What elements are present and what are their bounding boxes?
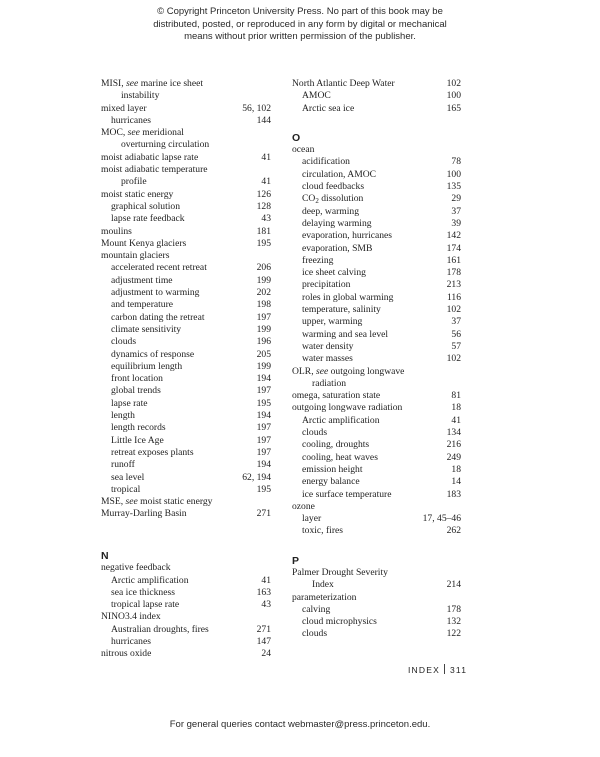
- index-page-refs: 81: [451, 390, 461, 402]
- index-term: calving: [302, 603, 331, 615]
- index-entry: [101, 152, 271, 164]
- index-term: temperature, salinity: [302, 304, 381, 316]
- index-term-subscript: 2: [315, 197, 319, 206]
- index-entry: [101, 250, 271, 262]
- index-page-refs: 194: [256, 459, 271, 471]
- index-subentry: [101, 422, 271, 434]
- index-page-refs: 181: [256, 225, 271, 237]
- index-page-refs: 102: [446, 78, 461, 89]
- index-term: accelerated recent retreat: [111, 262, 207, 274]
- index-subentry: [292, 193, 461, 205]
- index-subentry: [292, 279, 461, 291]
- index-term: cooling, heat waves: [302, 451, 378, 463]
- index-subentry: [292, 616, 461, 628]
- index-page-refs: 18: [451, 402, 461, 414]
- index-term: negative feedback: [101, 562, 171, 574]
- index-subentry: [292, 243, 461, 255]
- index-entry-continuation: [101, 176, 271, 188]
- index-entry: [101, 164, 271, 176]
- index-subentry: [101, 410, 271, 422]
- index-letter-heading: [292, 550, 461, 567]
- index-term: ozone: [292, 500, 315, 512]
- index-spacer: [101, 533, 271, 545]
- index-subentry: [292, 452, 461, 464]
- index-term: runoff: [111, 459, 135, 471]
- index-page-refs: 195: [256, 237, 271, 249]
- index-entry: [292, 567, 461, 579]
- contact-note: For general queries contact webmaster@press.princeton.edu.: [169, 719, 431, 730]
- index-term: Mount Kenya glaciers: [101, 237, 187, 249]
- index-page-refs: 24: [261, 648, 271, 660]
- index-term: moist adiabatic lapse rate: [101, 151, 199, 163]
- index-page-refs: 197: [256, 434, 271, 446]
- index-subentry: [292, 604, 461, 616]
- index-page-refs: 249: [446, 451, 461, 463]
- index-term: MISI, see marine ice sheet: [101, 78, 204, 89]
- index-page-refs: 199: [256, 323, 271, 335]
- index-subentry: [292, 513, 461, 525]
- index-term: moulins: [101, 225, 132, 237]
- index-term: parameterization: [292, 591, 357, 603]
- index-term: P: [292, 554, 300, 567]
- footer-divider: [444, 664, 445, 674]
- index-subentry: [101, 636, 271, 648]
- index-subentry: [292, 267, 461, 279]
- index-term: sea ice thickness: [111, 586, 175, 598]
- index-entry: [101, 648, 271, 660]
- index-subentry: [101, 115, 271, 127]
- index-entry: [292, 390, 461, 402]
- index-subentry: [101, 262, 271, 274]
- index-subentry: [292, 628, 461, 640]
- index-letter-heading: [101, 545, 271, 562]
- index-subentry: [292, 218, 461, 230]
- index-subentry: [292, 181, 461, 193]
- index-column-left: [101, 78, 271, 661]
- index-page-refs: 122: [446, 628, 461, 640]
- index-page-refs: 195: [256, 397, 271, 409]
- index-entry: [101, 508, 271, 520]
- index-page-refs: 57: [451, 340, 461, 352]
- index-subentry: [101, 398, 271, 410]
- index-term: tropical: [111, 483, 141, 495]
- index-term: MOC, see meridional: [101, 127, 184, 139]
- index-subentry: [292, 427, 461, 439]
- index-term: graphical solution: [111, 200, 181, 212]
- index-page-refs: 142: [446, 230, 461, 242]
- copyright-line-1: © Copyright Princeton University Press. No part of this book may be: [157, 6, 443, 17]
- index-term: deep, warming: [302, 205, 360, 217]
- index-subentry: [101, 599, 271, 611]
- index-term: tropical lapse rate: [111, 599, 180, 611]
- index-page-refs: 41: [451, 414, 461, 426]
- index-subentry: [292, 415, 461, 427]
- index-term: adjustment time: [111, 274, 173, 286]
- index-page-refs: 17, 45–46: [422, 513, 461, 525]
- index-subentry: [101, 587, 271, 599]
- index-term: clouds: [111, 336, 137, 348]
- index-entry: [101, 496, 271, 508]
- index-term: evaporation, SMB: [302, 242, 373, 254]
- index-term: lapse rate feedback: [111, 213, 185, 225]
- index-page-refs: 206: [256, 262, 271, 274]
- index-page-refs: 37: [451, 205, 461, 217]
- index-term: acidification: [302, 156, 350, 168]
- index-subentry: [292, 439, 461, 451]
- index-subentry: [101, 349, 271, 361]
- index-page-refs: 178: [446, 267, 461, 279]
- index-entry: [101, 103, 271, 115]
- index-subentry: [292, 90, 461, 102]
- index-page-refs: 199: [256, 360, 271, 372]
- index-subentry: [292, 525, 461, 537]
- index-term: climate sensitivity: [111, 323, 182, 335]
- index-page-refs: 198: [256, 299, 271, 311]
- index-page-refs: 41: [261, 151, 271, 163]
- index-page-refs: 29: [451, 193, 461, 205]
- index-column-right: [292, 78, 461, 641]
- index-page-refs: 144: [256, 114, 271, 126]
- index-page-refs: 271: [256, 508, 271, 520]
- index-term: Arctic sea ice: [302, 102, 355, 114]
- index-term: radiation: [312, 377, 347, 389]
- index-term: toxic, fires: [302, 525, 344, 537]
- index-page-refs: 197: [256, 385, 271, 397]
- index-subentry: [292, 316, 461, 328]
- index-entry: [101, 226, 271, 238]
- index-subentry: [101, 299, 271, 311]
- index-page-refs: 202: [256, 287, 271, 299]
- index-page-refs: 199: [256, 274, 271, 286]
- index-subentry: [101, 287, 271, 299]
- index-subentry: [101, 575, 271, 587]
- index-term: O: [292, 132, 301, 145]
- index-entry: [292, 592, 461, 604]
- index-page-refs: 262: [446, 525, 461, 537]
- index-entry: [101, 562, 271, 574]
- index-term: NINO3.4 index: [101, 611, 161, 623]
- index-page-refs: 134: [446, 427, 461, 439]
- index-subentry: [292, 206, 461, 218]
- index-term: outgoing longwave radiation: [292, 402, 403, 414]
- index-subentry: [292, 341, 461, 353]
- index-page-refs: 213: [446, 279, 461, 291]
- index-page-refs: 147: [256, 636, 271, 648]
- index-subentry: [101, 361, 271, 373]
- index-entry: [292, 366, 461, 378]
- index-page-refs: 132: [446, 616, 461, 628]
- index-entry: [292, 144, 461, 156]
- index-page-refs: 18: [451, 463, 461, 475]
- copyright-notice: [0, 6, 600, 44]
- index-subentry: [101, 324, 271, 336]
- index-entry: [292, 402, 461, 414]
- copyright-line-2: distributed, posted, or reproduced in any form by digital or mechanical: [153, 18, 447, 30]
- index-page-refs: 102: [446, 353, 461, 365]
- index-term: evaporation, hurricanes: [302, 230, 393, 242]
- index-page-refs: 183: [446, 488, 461, 500]
- index-entry: [101, 189, 271, 201]
- index-page-refs: 43: [261, 599, 271, 611]
- index-entry: [101, 611, 271, 623]
- index-page-refs: 41: [261, 176, 271, 188]
- index-term: N: [101, 550, 109, 563]
- index-term: ocean: [292, 144, 315, 156]
- index-term: ice surface temperature: [302, 488, 392, 500]
- index-term: Little Ice Age: [111, 434, 164, 446]
- index-subentry: [101, 201, 271, 213]
- index-page-refs: 102: [446, 304, 461, 316]
- index-subentry: [292, 103, 461, 115]
- index-subentry: [101, 447, 271, 459]
- index-subentry: [101, 459, 271, 471]
- index-term: energy balance: [302, 476, 360, 488]
- index-subentry: [292, 255, 461, 267]
- index-page-refs: 126: [256, 188, 271, 200]
- index-term: instability: [121, 90, 160, 102]
- index-page-refs: 194: [256, 410, 271, 422]
- index-page-refs: 174: [446, 242, 461, 254]
- index-page-refs: 62, 194: [242, 471, 271, 483]
- index-spacer: [101, 521, 271, 533]
- index-term: cooling, droughts: [302, 439, 370, 451]
- index-entry: [292, 501, 461, 513]
- index-term: sea level: [111, 471, 145, 483]
- index-subentry: [292, 304, 461, 316]
- running-footer: [408, 664, 467, 675]
- index-term: dynamics of response: [111, 348, 195, 360]
- index-subentry: [292, 464, 461, 476]
- index-subentry: [292, 156, 461, 168]
- index-term: moist static energy: [101, 188, 174, 200]
- index-subentry: [101, 275, 271, 287]
- index-entry: [101, 127, 271, 139]
- index-page-refs: 196: [256, 336, 271, 348]
- index-entry: [101, 238, 271, 250]
- index-page-refs: 163: [256, 586, 271, 598]
- index-page-refs: 161: [446, 254, 461, 266]
- index-page-refs: 195: [256, 483, 271, 495]
- index-term: length records: [111, 422, 166, 434]
- index-term: omega, saturation state: [292, 390, 381, 402]
- index-term: length: [111, 410, 135, 422]
- index-term: water masses: [302, 353, 353, 365]
- index-term: MSE, see moist static energy: [101, 496, 213, 508]
- index-term: global trends: [111, 385, 161, 397]
- index-page-refs: 39: [451, 217, 461, 229]
- index-subentry: [101, 373, 271, 385]
- index-page-refs: 100: [446, 90, 461, 102]
- page-number: 311: [449, 665, 468, 675]
- index-term: precipitation: [302, 279, 351, 291]
- index-term: delaying warming: [302, 217, 372, 229]
- index-term: ice sheet calving: [302, 267, 366, 279]
- index-term: North Atlantic Deep Water: [292, 78, 395, 89]
- index-letter-heading: [292, 127, 461, 144]
- section-label: INDEX: [408, 665, 440, 675]
- index-term: retreat exposes plants: [111, 446, 194, 458]
- index-term: carbon dating the retreat: [111, 311, 205, 323]
- index-term: $CO_2$ dissolution: [302, 193, 364, 206]
- index-term: Australian droughts, fires: [111, 623, 209, 635]
- index-page-refs: 37: [451, 316, 461, 328]
- index-page-refs: 135: [446, 181, 461, 193]
- index-term: mixed layer: [101, 102, 147, 114]
- index-entry: [101, 78, 271, 90]
- copyright-line-3: means without prior written permission of the publisher.: [184, 31, 416, 42]
- index-subentry: [101, 336, 271, 348]
- index-term: AMOC: [302, 90, 331, 102]
- index-page-refs: 116: [446, 291, 461, 303]
- index-subentry: [101, 213, 271, 225]
- index-term: roles in global warming: [302, 291, 394, 303]
- index-term: emission height: [302, 463, 363, 475]
- index-term: overturning circulation: [121, 139, 210, 151]
- index-page-refs: 216: [446, 439, 461, 451]
- index-entry: [292, 78, 461, 90]
- index-page-refs: 197: [256, 311, 271, 323]
- index-page-refs: 14: [451, 476, 461, 488]
- index-term: clouds: [302, 427, 328, 439]
- index-term: upper, warming: [302, 316, 363, 328]
- index-subentry: [292, 489, 461, 501]
- index-term: equilibrium length: [111, 360, 183, 372]
- index-term: warming and sea level: [302, 328, 389, 340]
- index-subentry: [292, 329, 461, 341]
- index-subentry: [292, 169, 461, 181]
- index-subentry: [292, 353, 461, 365]
- index-subentry: [101, 624, 271, 636]
- index-entry-continuation: [292, 579, 461, 591]
- index-term: OLR, see outgoing longwave: [292, 365, 405, 377]
- index-page-refs: 205: [256, 348, 271, 360]
- index-term: Palmer Drought Severity: [292, 566, 388, 578]
- index-page-refs: 78: [451, 156, 461, 168]
- index-page-refs: 56, 102: [242, 102, 271, 114]
- index-term: cloud feedbacks: [302, 181, 365, 193]
- index-page-refs: 165: [446, 102, 461, 114]
- index-subentry: [101, 472, 271, 484]
- index-entry-continuation: [101, 139, 271, 151]
- index-term: and temperature: [111, 299, 174, 311]
- index-subentry: [292, 230, 461, 242]
- index-page-refs: 197: [256, 422, 271, 434]
- index-term: cloud microphysics: [302, 616, 377, 628]
- index-term: lapse rate: [111, 397, 148, 409]
- index-term: Arctic amplification: [111, 574, 189, 586]
- index-page-refs: 194: [256, 373, 271, 385]
- index-term: hurricanes: [111, 636, 151, 648]
- index-term: moist adiabatic temperature: [101, 164, 208, 176]
- index-term: hurricanes: [111, 114, 151, 126]
- index-page-refs: 128: [256, 200, 271, 212]
- index-spacer: [292, 115, 461, 127]
- index-term: Index: [312, 579, 334, 591]
- index-spacer: [292, 538, 461, 550]
- index-page-refs: 43: [261, 213, 271, 225]
- index-page-refs: 41: [261, 574, 271, 586]
- index-page-refs: 197: [256, 446, 271, 458]
- index-term: mountain glaciers: [101, 250, 170, 262]
- index-subentry: [101, 484, 271, 496]
- index-subentry: [101, 312, 271, 324]
- index-term: adjustment to warming: [111, 287, 200, 299]
- index-page-refs: 100: [446, 168, 461, 180]
- index-term: Murray-Darling Basin: [101, 508, 187, 520]
- index-term: profile: [121, 176, 147, 188]
- index-term: clouds: [302, 628, 328, 640]
- index-subentry: [101, 435, 271, 447]
- index-term: nitrous oxide: [101, 648, 152, 660]
- index-page-refs: 271: [256, 623, 271, 635]
- index-page-refs: 56: [451, 328, 461, 340]
- index-subentry: [292, 476, 461, 488]
- index-term: circulation, AMOC: [302, 168, 377, 180]
- index-subentry: [292, 292, 461, 304]
- index-page-refs: 178: [446, 603, 461, 615]
- index-term: front location: [111, 373, 163, 385]
- index-term: water density: [302, 340, 354, 352]
- index-entry-continuation: [101, 90, 271, 102]
- index-subentry: [101, 385, 271, 397]
- index-term: freezing: [302, 254, 334, 266]
- index-entry-continuation: [292, 378, 461, 390]
- index-term: Arctic amplification: [302, 414, 380, 426]
- index-page-refs: 214: [446, 579, 461, 591]
- index-term: layer: [302, 513, 322, 525]
